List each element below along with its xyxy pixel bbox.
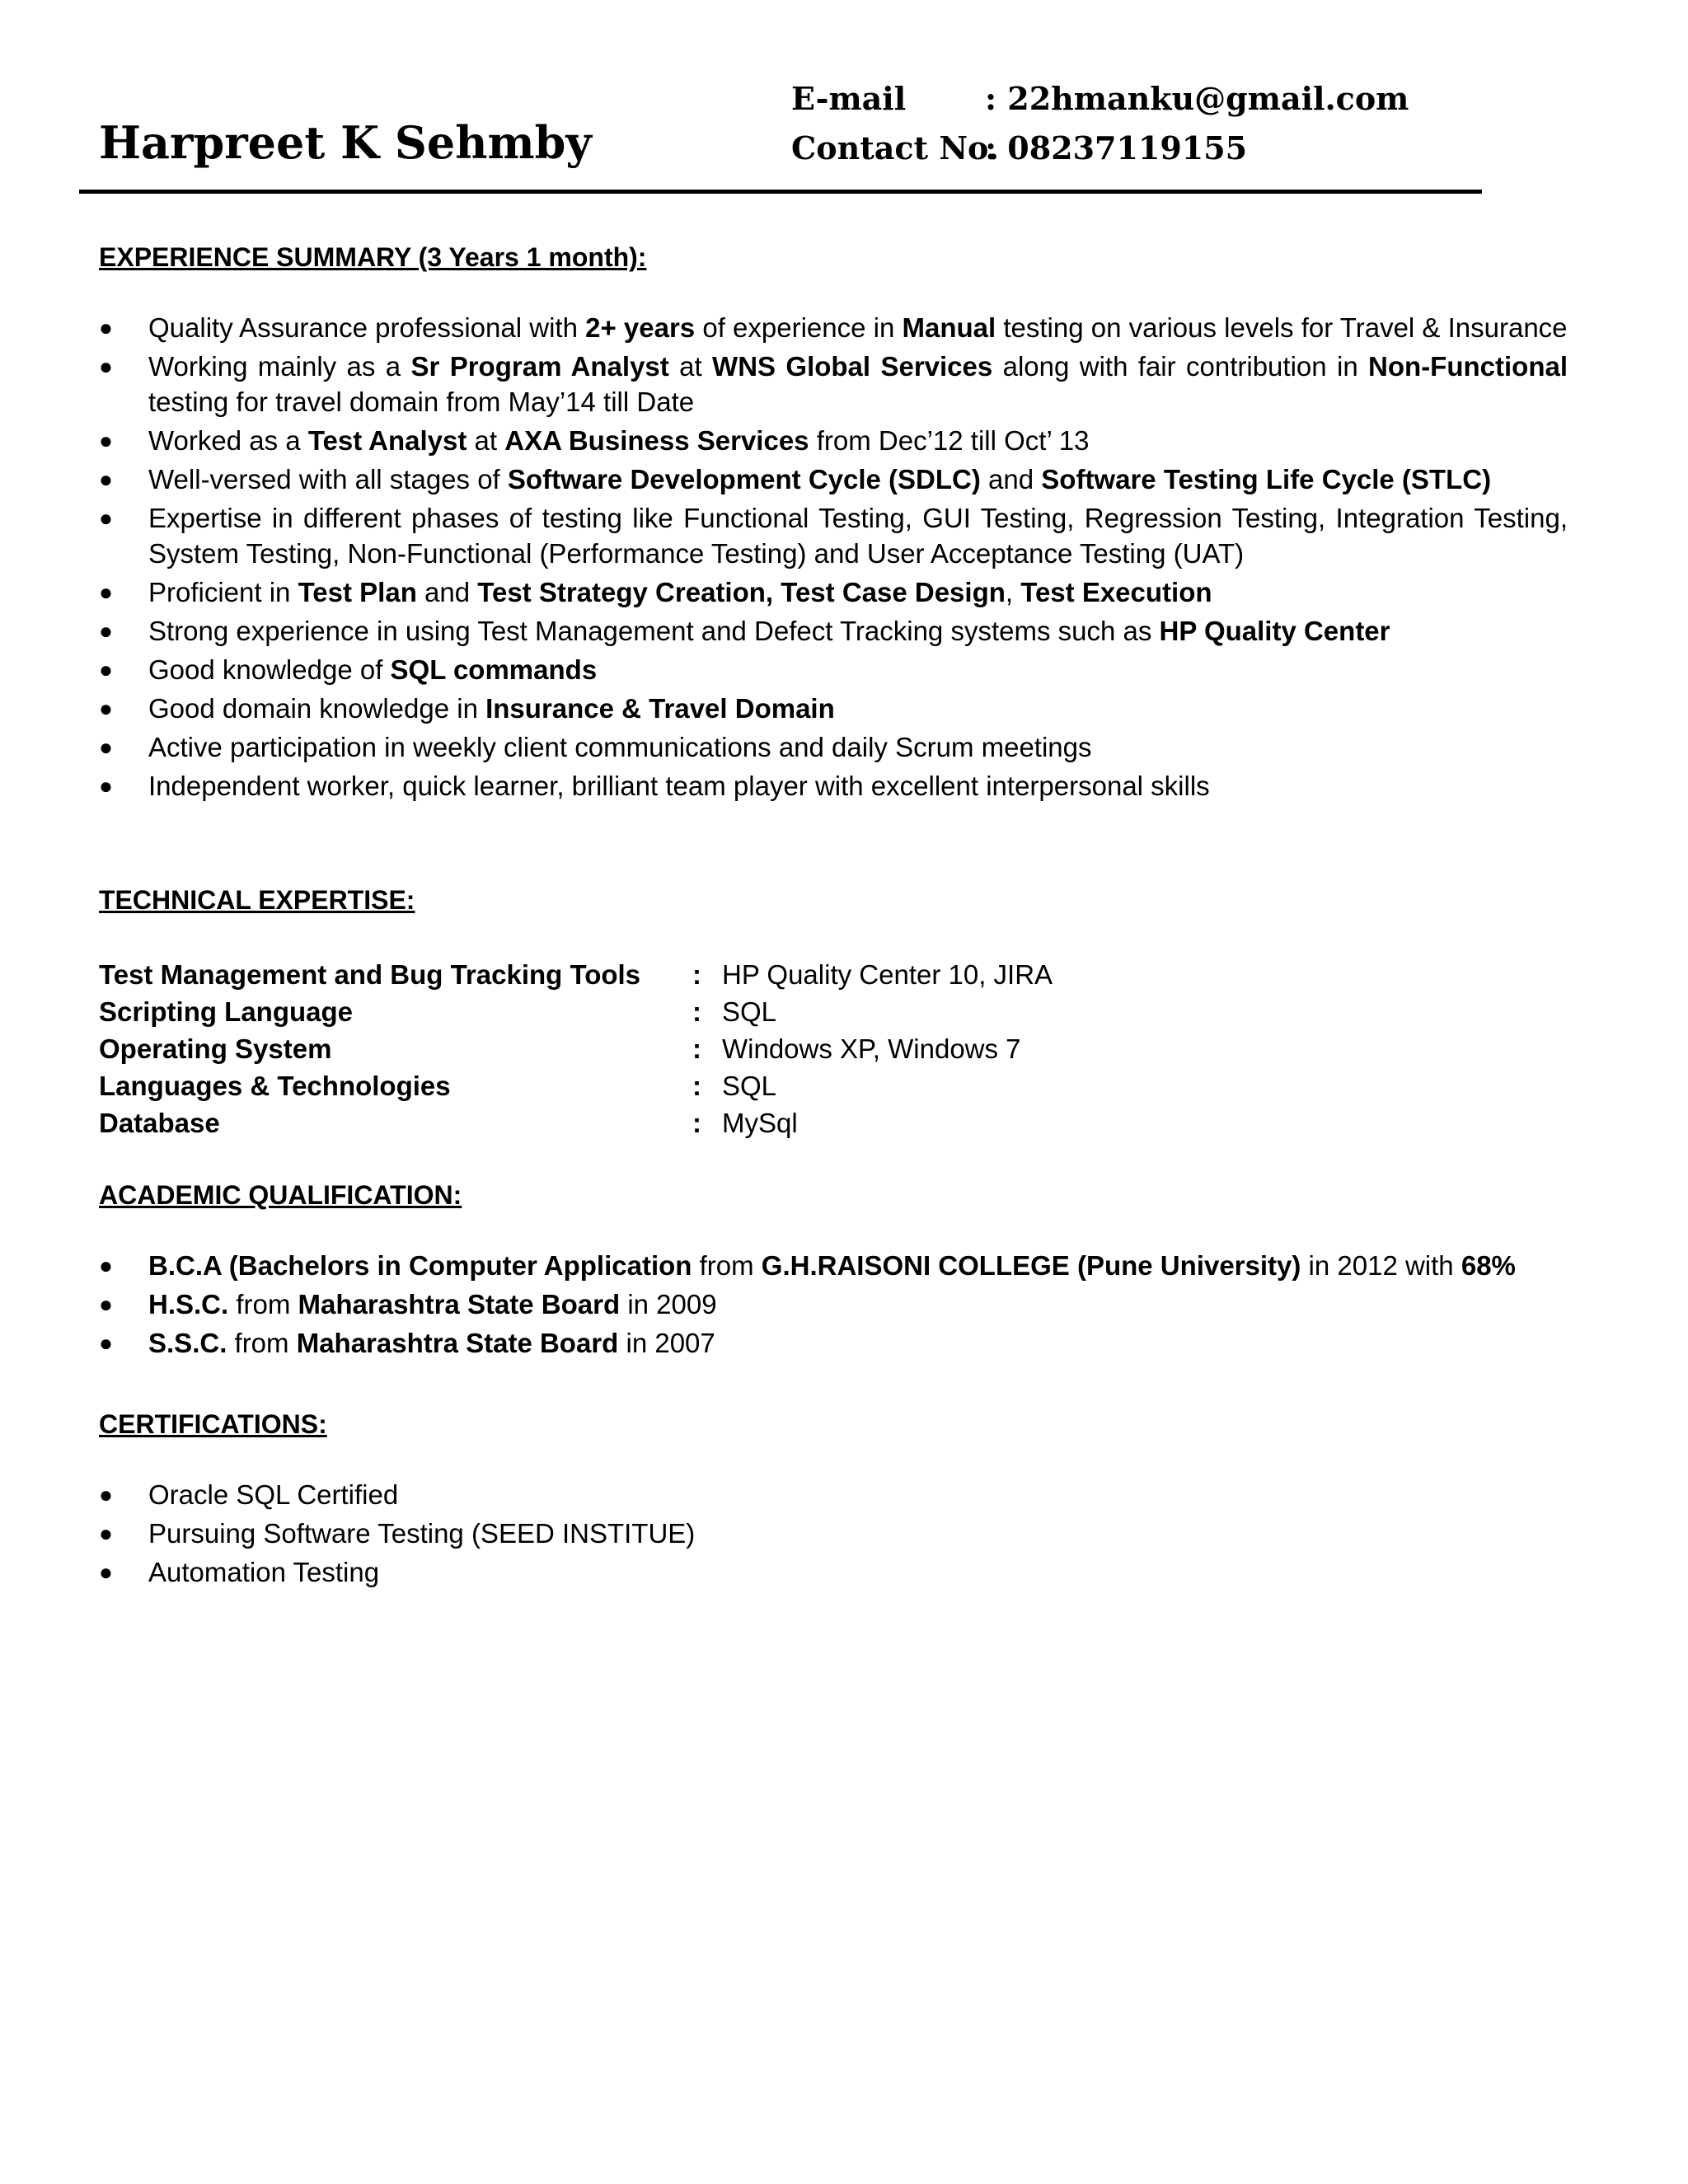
item-text: in 2009 xyxy=(620,1289,717,1319)
tech-key: Languages & Technologies xyxy=(99,1071,451,1101)
bullet-icon: ● xyxy=(99,1291,113,1317)
bullet-icon: ● xyxy=(99,618,113,644)
item-text: Worked as a xyxy=(148,425,308,456)
tech-separator: : xyxy=(692,959,701,990)
bullet-icon: ● xyxy=(99,315,113,340)
item-text: from xyxy=(228,1289,298,1319)
item-text: Oracle SQL Certified xyxy=(148,1479,399,1510)
bullet-icon: ● xyxy=(99,1330,113,1356)
tech-separator: : xyxy=(692,1071,701,1101)
item-text: Proficient in xyxy=(148,577,298,607)
item-text: along with fair contribution in xyxy=(992,351,1369,382)
bold-text: SQL commands xyxy=(390,654,598,685)
list-item xyxy=(99,349,1568,419)
item-text: Strong experience in using Test Management and Defect Tracking systems such as xyxy=(148,616,1160,646)
bold-text: S.S.C. xyxy=(148,1328,227,1358)
bullet-icon: ● xyxy=(99,1559,113,1585)
bold-text: Test Execution xyxy=(1020,577,1212,607)
bold-text: Maharashtra State Board xyxy=(296,1328,619,1358)
item-text: Quality Assurance professional with xyxy=(148,312,586,343)
bullet-icon: ● xyxy=(99,428,113,453)
bullet-icon: ● xyxy=(99,1482,113,1507)
bullet-icon: ● xyxy=(99,354,113,379)
bold-text: Software Testing Life Cycle (STLC) xyxy=(1041,464,1492,494)
item-text: Independent worker, quick learner, brilliant team player with excellent interpersonal skills xyxy=(148,771,1210,801)
tech-value: SQL xyxy=(722,996,777,1027)
candidate-name: Harpreet K Sehmby xyxy=(99,116,592,169)
item-text: in 2012 with xyxy=(1301,1250,1461,1281)
bullet-icon: ● xyxy=(99,505,113,531)
list-item xyxy=(99,423,1568,458)
tech-key: Operating System xyxy=(99,1033,332,1064)
tech-row xyxy=(99,1104,1582,1141)
bullet-icon: ● xyxy=(99,773,113,799)
tech-value: Windows XP, Windows 7 xyxy=(722,1033,1021,1064)
tech-row xyxy=(99,956,1582,993)
tech-key: Test Management and Bug Tracking Tools xyxy=(99,959,641,990)
bold-text: B.C.A (Bachelors in Computer Application xyxy=(148,1250,692,1281)
bold-text: WNS Global Services xyxy=(712,351,993,382)
item-text: in 2007 xyxy=(618,1328,715,1358)
tech-row xyxy=(99,1030,1582,1067)
bold-text: Non-Functional xyxy=(1368,351,1568,382)
list-item xyxy=(99,1477,1582,1512)
tech-separator: : xyxy=(692,996,701,1027)
item-text: Working mainly as a xyxy=(148,351,411,382)
certifications-heading: CERTIFICATIONS: xyxy=(99,1409,327,1439)
contact-label: Contact No. xyxy=(791,129,999,166)
list-item xyxy=(99,574,1568,610)
item-text: testing on various levels for Travel & Insurance xyxy=(996,312,1568,343)
contact-value: : 08237119155 xyxy=(985,129,1248,166)
bullet-icon: ● xyxy=(99,657,113,682)
bold-text: Sr Program Analyst xyxy=(410,351,669,382)
contact-row xyxy=(791,124,1409,173)
bullet-icon: ● xyxy=(99,1521,113,1546)
tech-value: MySql xyxy=(722,1108,798,1138)
bold-text: H.S.C. xyxy=(148,1289,229,1319)
tech-row xyxy=(99,1067,1582,1104)
item-text: at xyxy=(467,425,505,456)
list-item xyxy=(99,1516,1582,1551)
item-text: of experience in xyxy=(695,312,903,343)
tech-key: Scripting Language xyxy=(99,996,354,1027)
tech-value: SQL xyxy=(722,1071,777,1101)
technical-heading: TECHNICAL EXPERTISE: xyxy=(99,885,415,915)
header-divider xyxy=(79,190,1482,194)
item-text: and xyxy=(416,577,478,607)
bold-text: G.H.RAISONI COLLEGE (Pune University) xyxy=(761,1250,1301,1281)
bold-text: Test Analyst xyxy=(307,425,467,456)
tech-separator: : xyxy=(692,1033,701,1064)
list-item xyxy=(99,310,1568,345)
tech-key: Database xyxy=(99,1108,220,1138)
tech-row xyxy=(99,993,1582,1030)
list-item xyxy=(99,691,1568,726)
item-text: from Dec’12 till Oct’ 13 xyxy=(809,425,1090,456)
bold-text: 2+ years xyxy=(585,312,696,343)
item-text: Active participation in weekly client communications and daily Scrum meetings xyxy=(148,732,1092,762)
bold-text: Insurance & Travel Domain xyxy=(485,693,835,724)
experience-section xyxy=(99,241,1582,807)
item-text: from xyxy=(692,1250,762,1281)
email-label: E-mail xyxy=(791,80,907,117)
bold-text: 68% xyxy=(1461,1250,1516,1281)
item-text: Automation Testing xyxy=(148,1557,380,1587)
item-text: testing for travel domain from May’14 till Date xyxy=(148,387,695,417)
list-item xyxy=(99,1554,1582,1590)
list-item xyxy=(99,613,1568,649)
item-text: and xyxy=(980,464,1042,494)
list-item xyxy=(99,1325,1582,1361)
bullet-icon: ● xyxy=(99,696,113,721)
bold-text: AXA Business Services xyxy=(504,425,809,456)
item-text: Good knowledge of xyxy=(148,654,391,685)
list-item xyxy=(99,652,1568,687)
experience-list xyxy=(99,310,1568,804)
academic-list xyxy=(99,1248,1582,1361)
academic-heading: ACADEMIC QUALIFICATION: xyxy=(99,1180,462,1210)
item-text: Pursuing Software Testing (SEED INSTITUE) xyxy=(148,1518,696,1549)
bold-text: Test Strategy Creation, Test Case Design xyxy=(477,577,1006,607)
list-item xyxy=(99,1286,1582,1322)
item-text: , xyxy=(1005,577,1021,607)
bold-text: HP Quality Center xyxy=(1159,616,1390,646)
item-text: Expertise in different phases of testing like Functional Testing, GUI Testing, Regression Testing, Integration Testing, System Testing, Non-Functional (Performance Testing) and User Acceptance Testing (UAT) xyxy=(148,503,1568,569)
technical-table xyxy=(99,956,1582,1141)
email-row xyxy=(791,74,1409,124)
list-item xyxy=(99,729,1568,765)
certifications-list xyxy=(99,1477,1582,1590)
list-item xyxy=(99,768,1568,804)
item-text: Good domain knowledge in xyxy=(148,693,486,724)
list-item xyxy=(99,1248,1582,1283)
tech-value: HP Quality Center 10, JIRA xyxy=(722,959,1053,990)
list-item xyxy=(99,462,1568,497)
bold-text: Test Plan xyxy=(298,577,417,607)
item-text: at xyxy=(668,351,713,382)
bullet-icon: ● xyxy=(99,734,113,760)
bullet-icon: ● xyxy=(99,579,113,605)
academic-section xyxy=(99,1179,1582,1364)
experience-heading: EXPERIENCE SUMMARY (3 Years 1 month): xyxy=(99,242,647,272)
bullet-icon: ● xyxy=(99,466,113,492)
bold-text: Manual xyxy=(902,312,996,343)
bold-text: Software Development Cycle (SDLC) xyxy=(507,464,981,494)
technical-section xyxy=(99,883,1582,1141)
list-item xyxy=(99,500,1568,571)
email-value: : 22hmanku@gmail.com xyxy=(985,80,1409,117)
certifications-section xyxy=(99,1408,1582,1593)
item-text: from xyxy=(227,1328,297,1358)
contact-block xyxy=(791,74,1409,173)
item-text: Well-versed with all stages of xyxy=(148,464,508,494)
tech-separator: : xyxy=(692,1108,701,1138)
bullet-icon: ● xyxy=(99,1253,113,1278)
bold-text: Maharashtra State Board xyxy=(298,1289,621,1319)
